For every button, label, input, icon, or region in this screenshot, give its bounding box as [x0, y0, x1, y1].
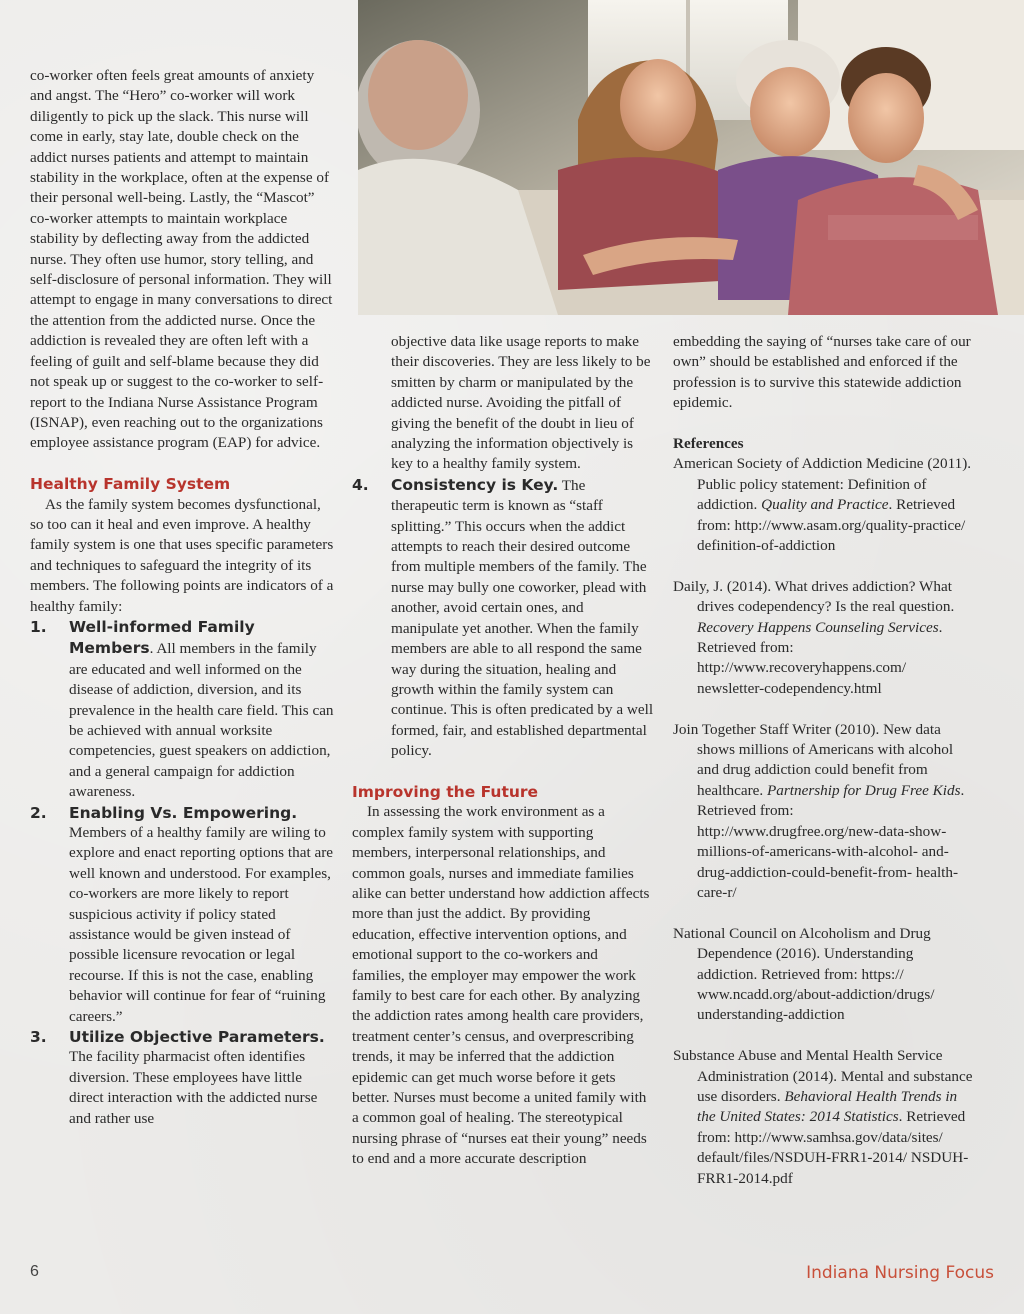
- list-item-title: Well-informed Family Members: [69, 617, 255, 658]
- list-item-title: Utilize Objective Parameters.: [69, 1028, 325, 1047]
- list-number: 3.: [30, 1028, 47, 1047]
- list-item-title: Enabling Vs. Empowering.: [69, 803, 298, 822]
- list-item-4: [352, 475, 654, 762]
- list-item-text: The facility pharmacist often identifies diversion. These employees have little direct interaction with the addicted nurse and rather use: [69, 1048, 318, 1127]
- reference-entry: American Society of Addiction Medicine (2011). Public policy statement: Definition of addiction. Quality and Practice. Retrieved from: http://www.asam.org/quality-practice/ definition-of-addiction: [673, 455, 972, 555]
- list-item-2: [30, 803, 335, 1027]
- list-item-title: Consistency is Key.: [391, 475, 559, 494]
- page-number: 6: [30, 1263, 39, 1280]
- healthy-family-paragraph: As the family system becomes dysfunctional, so too can it heal and even improve. A healthy family system is one that uses specific parameters and techniques to safeguard the integrity of its members. The following points are indicators of a healthy family:: [30, 495, 334, 615]
- column-3: [673, 332, 973, 1189]
- list-item-text: . All members in the family are educated and well informed on the disease of addiction, diversion, and its prevalence in the health care field. This can be achieved with annual worksite competencies, guest speakers on addiction, and a general campaign for addiction awareness.: [69, 640, 334, 801]
- column-1: [30, 66, 335, 1129]
- list-number: 1.: [30, 617, 47, 636]
- list-item-1: [30, 617, 335, 803]
- improving-future-paragraph: In assessing the work environment as a complex family system with supporting members, interpersonal relationships, and common goals, nurses and immediate families alike can better understand how addiction affects more than just the addict. By providing education, effective intervention options, and emotional support to the co-workers and families, the employer may empower the work family to best care for each other. By analyzing the addiction rates among health care providers, treatment center’s census, and overprescribing trends, it may be inferred that the addiction epidemic can get much worse before it gets better. Nurses must become a united family with a common goal of healing. The stereotypical nursing phrase of “nurses eat their young” needs to end and a more accurate description: [352, 803, 650, 1168]
- publication-title: Indiana Nursing Focus: [806, 1263, 994, 1283]
- list-item-3: [30, 1027, 335, 1129]
- section-heading-healthy-family: Healthy Family System: [30, 475, 231, 494]
- list-number: 4.: [352, 475, 369, 494]
- reference-entry: Join Together Staff Writer (2010). New data shows millions of Americans with alcohol and drug addiction could benefit from healthcare. Partnership for Drug Free Kids. Retrieved from: http://www.drugfree.org/new-data-show- millions-of-americans-with-alcohol- and-drug-addiction-could-benefit-from- health-care-r/: [673, 720, 965, 901]
- references-heading: References: [673, 435, 744, 453]
- column-2: [352, 332, 654, 1170]
- list-item-text: Members of a healthy family are wiling to explore and enact reporting options that are well known and understood. For examples, co-workers are more likely to report suspicious activity if policy stated assistance would be given instead of possible licensure revocation or legal recourse. If this is not the case, enabling behavior will continue for fear of “ruining careers.”: [69, 824, 333, 1025]
- closing-paragraph: embedding the saying of “nurses take care of our own” should be established and enforced if the profession is to survive this statewide addiction epidemic.: [673, 333, 971, 412]
- list-item-text: The therapeutic term is known as “staff splitting.” This occurs when the addict attempts to reach their desired outcome from multiple members of the family. The nurse may bully one coworker, plead with another, avoid certain ones, and manipulate yet another. When the family members are able to all respond the same way during the situation, healing and growth within the family system can continue. This is often predicated by a well formed, fair, and established departmental policy.: [391, 476, 654, 760]
- reference-entry: Daily, J. (2014). What drives addiction? What drives codependency? Is the real question. Recovery Happens Counseling Services. Retrieved from: http://www.recoveryhappens.com/ newsletter-codependency.html: [673, 577, 955, 697]
- reference-entry: National Council on Alcoholism and Drug Dependence (2016). Understanding addiction. Retrieved from: https:// www.ncadd.org/about-addiction/drugs/ understanding-addiction: [673, 924, 935, 1024]
- reference-entry: Substance Abuse and Mental Health Service Administration (2014). Mental and substance use disorders. Behavioral Health Trends in the United States: 2014 Statistics. Retrieved from: http://www.samhsa.gov/data/sites/ default/files/NSDUH-FRR1-2014/ NSDUH-FRR1-2014.pdf: [673, 1047, 973, 1187]
- section-heading-improving-future: Improving the Future: [352, 782, 539, 801]
- intro-paragraph: co-worker often feels great amounts of anxiety and angst. The “Hero” co-worker will work diligently to pick up the slack. This nurse will come in early, stay late, double check on the addict nurses patients and attempt to maintain stability in the workplace, often at the expense of their personal well-being. Lastly, the “Mascot” co-worker attempts to maintain workplace stability by deflecting away from the addicted nurse. They often use humor, story telling, and self-disclosure of personal information. They will attempt to engage in many conversations to direct the attention from the addicted nurse. Once the addiction is revealed they are often left with a feeling of guilt and self-blame because they did not speak up or suggest to the co-worker to self-report to the Indiana Nurse Assistance Program (ISNAP), even reaching out to the organizations employee assistance program (EAP) for advice.: [30, 67, 333, 452]
- list-item-3-continued: objective data like usage reports to make their discoveries. They are less likely to be smitten by charm or manipulated by the addicted nurse. Avoiding the pitfall of giving the benefit of the doubt in lieu of analyzing the information objectively is key to a healthy family system.: [391, 333, 651, 473]
- list-number: 2.: [30, 803, 47, 822]
- family-photo: [358, 0, 1024, 315]
